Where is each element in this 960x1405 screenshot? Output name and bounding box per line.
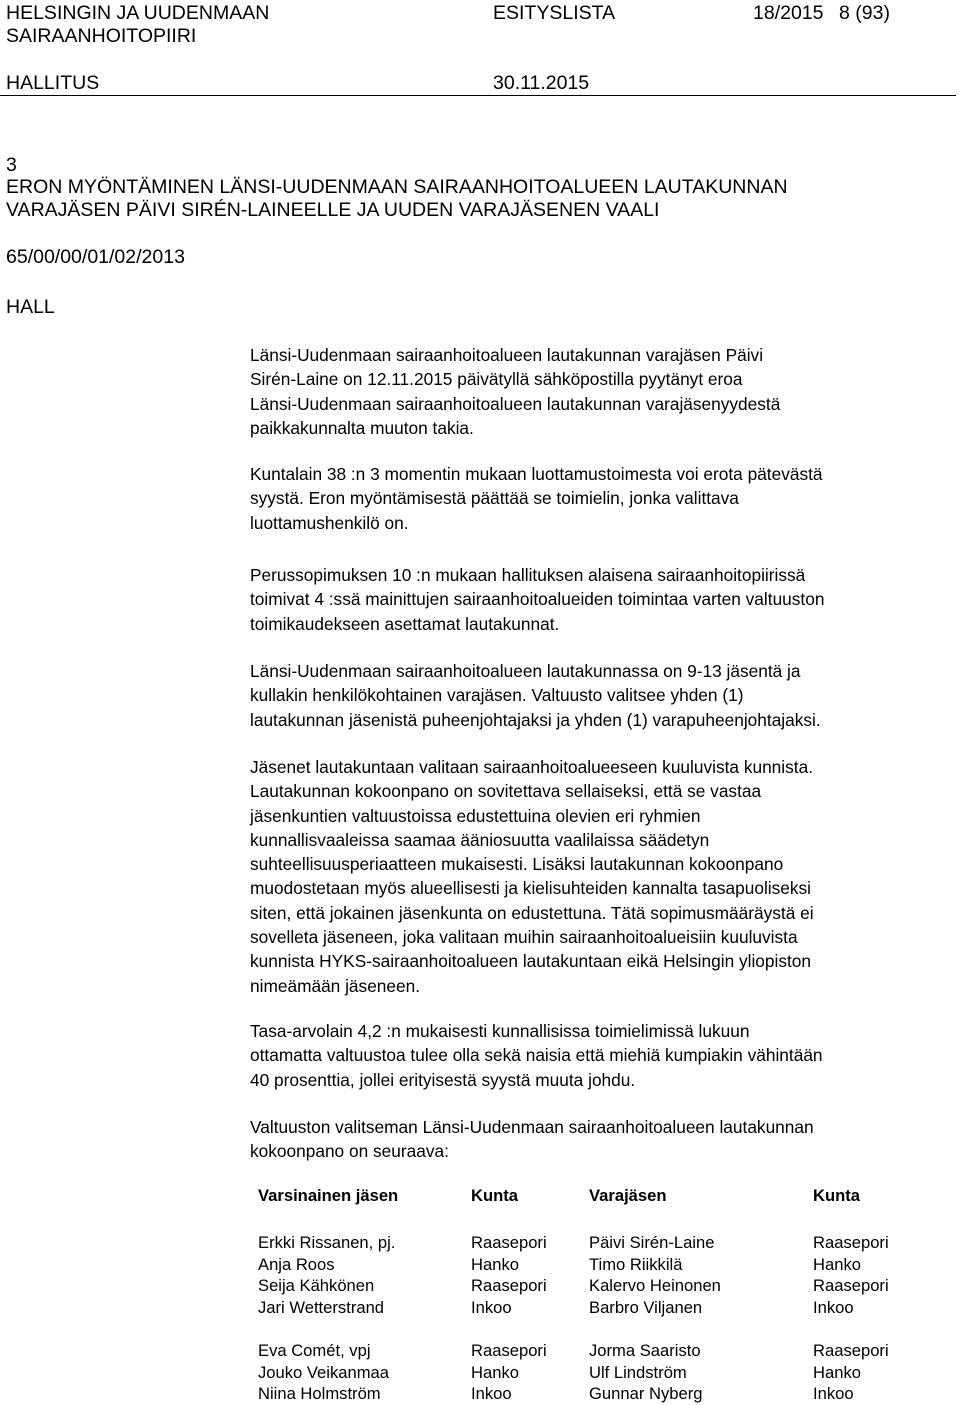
- member-name: Seija Kähkönen: [258, 1276, 375, 1296]
- paragraph-line: toimivat 4 :ssä mainittujen sairaanhoitoalueiden toimintaa varten valtuuston: [250, 589, 825, 610]
- member-municipality: Inkoo: [471, 1384, 512, 1404]
- item-number: 3: [6, 154, 17, 176]
- member-municipality: Raasepori: [471, 1233, 547, 1252]
- paragraph-basic-agreement: [250, 563, 824, 636]
- paragraph-line: nimeämään jäseneen.: [250, 975, 421, 996]
- organization-line-2: SAIRAANHOITOPIIRI: [6, 25, 197, 47]
- member-municipality: Raasepori: [471, 1276, 547, 1296]
- member-municipality: Raasepori: [471, 1340, 547, 1360]
- paragraph-line: lautakunnan jäsenistä puheenjohtajaksi ja yhden (1) varapuheenjohtajaksi.: [250, 709, 821, 730]
- paragraph-line: Valtuuston valitseman Länsi-Uudenmaan sairaanhoitoalueen lautakunnan: [250, 1117, 814, 1137]
- column-header-deputy-municipality: Kunta: [813, 1186, 861, 1205]
- member-name: Erkki Rissanen, pj.: [258, 1233, 396, 1252]
- deputy-name: Gunnar Nyberg: [589, 1384, 703, 1404]
- paragraph-line: Perussopimuksen 10 :n mukaan hallituksen alaisena sairaanhoitopiirissä: [250, 565, 806, 585]
- table-spacer: [258, 1213, 889, 1232]
- member-municipality: Inkoo: [471, 1298, 512, 1318]
- paragraph-line: sovelleta jäseneen, joka valitaan muihin sairaanhoitoalueisiin kuuluvista: [250, 927, 798, 948]
- table-row: [258, 1362, 889, 1384]
- paragraph-line: Länsi-Uudenmaan sairaanhoitoalueen lautakunnan varajäsen Päivi: [250, 345, 764, 365]
- member-name: Anja Roos: [258, 1254, 335, 1274]
- paragraph-line: jäsenkuntien valtuustoissa edustettuina olevien eri ryhmien: [250, 805, 701, 826]
- member-municipality: Hanko: [471, 1362, 519, 1382]
- member-name: Jouko Veikanmaa: [258, 1362, 389, 1382]
- item-title-line: ERON MYÖNTÄMINEN LÄNSI-UUDENMAAN SAIRAANHOITOALUEEN LAUTAKUNNAN: [6, 176, 788, 198]
- table-row: [258, 1297, 889, 1319]
- paragraph-line: siten, että jokainen jäsenkunta on edustettuna. Tätä sopimusmääräystä ei: [250, 902, 814, 923]
- table-row: [258, 1254, 889, 1276]
- paragraph-line: syystä. Eron myöntämisestä päättää se toimielin, jonka valittava: [250, 488, 739, 509]
- member-municipality: Hanko: [471, 1254, 519, 1274]
- document-number: 18/2015: [753, 2, 824, 24]
- paragraph-line: Länsi-Uudenmaan sairaanhoitoalueen lautakunnan varajäsenyydestä: [250, 393, 781, 414]
- item-title: [6, 176, 788, 222]
- organization-name: [6, 2, 269, 48]
- deputy-name: Kalervo Heinonen: [589, 1276, 721, 1296]
- deputy-municipality: Hanko: [813, 1254, 861, 1274]
- deputy-municipality: Raasepori: [813, 1233, 889, 1252]
- deputy-name: Barbro Viljanen: [589, 1298, 703, 1318]
- paragraph-line: kokoonpano on seuraava:: [250, 1141, 449, 1162]
- column-header-deputy: Varajäsen: [589, 1186, 667, 1205]
- table-header-row: [258, 1185, 889, 1213]
- paragraph-equality-act: [250, 1019, 823, 1092]
- paragraph-line: Tasa-arvolain 4,2 :n mukaisesti kunnallisissa toimielimissä lukuun: [250, 1021, 750, 1041]
- deputy-municipality: Inkoo: [813, 1384, 854, 1404]
- paragraph-member-selection: [250, 755, 814, 998]
- column-header-municipality: Kunta: [471, 1186, 519, 1205]
- table-row: [258, 1383, 889, 1405]
- table-spacer: [258, 1319, 889, 1340]
- paragraph-line: toimikaudekseen asettamat lautakunnat.: [250, 613, 560, 634]
- paragraph-line: ottamatta valtuustoa tulee olla sekä naisia että miehiä kumpiakin vähintään: [250, 1045, 823, 1066]
- deputy-municipality: Raasepori: [813, 1340, 889, 1360]
- paragraph-line: Lautakunnan kokoonpano on sovitettava sellaiseksi, että se vastaa: [250, 781, 762, 802]
- table-row: [258, 1275, 889, 1297]
- member-name: Eva Comét, vpj: [258, 1340, 371, 1360]
- table-row: [258, 1232, 889, 1254]
- paragraph-municipal-act: [250, 462, 823, 535]
- member-name: Jari Wetterstrand: [258, 1298, 385, 1318]
- paragraph-line: kullakin henkilökohtainen varajäsen. Valtuusto valitsee yhden (1): [250, 685, 744, 706]
- page-number: 8 (93): [839, 2, 890, 24]
- item-title-line: VARAJÄSEN PÄIVI SIRÉN-LAINEELLE JA UUDEN VARAJÄSENEN VAALI: [6, 199, 660, 221]
- paragraph-line: suhteellisuusperiaatteen mukaisesti. Lisäksi lautakunnan kokoonpano: [250, 854, 784, 875]
- deputy-name: Päivi Sirén-Laine: [589, 1233, 715, 1252]
- deputy-municipality: Inkoo: [813, 1298, 854, 1318]
- paragraph-line: kunnista HYKS-sairaanhoitoalueen lautakuntaan eikä Helsingin yliopiston: [250, 951, 812, 972]
- paragraph-line: Sirén-Laine on 12.11.2015 päivätyllä sähköpostilla pyytänyt eroa: [250, 369, 743, 390]
- document-type: ESITYSLISTA: [493, 2, 616, 24]
- deputy-municipality: Hanko: [813, 1362, 861, 1382]
- diary-number: 65/00/00/01/02/2013: [6, 246, 185, 268]
- meeting-body: HALLITUS: [6, 72, 100, 94]
- organization-line-1: HELSINGIN JA UUDENMAAN: [6, 2, 270, 24]
- paragraph-line: muodostetaan myös alueellisesti ja kielisuhteiden kannalta tasapuoliseksi: [250, 878, 812, 899]
- paragraph-line: luottamushenkilö on.: [250, 512, 409, 533]
- deputy-name: Ulf Lindström: [589, 1362, 687, 1382]
- paragraph-line: 40 prosenttia, jollei erityisestä syystä muuta johdu.: [250, 1069, 636, 1090]
- preparer-code: HALL: [6, 296, 55, 318]
- deputy-name: Jorma Saaristo: [589, 1340, 701, 1360]
- paragraph-current-composition: [250, 1115, 814, 1164]
- members-table: [258, 1185, 889, 1405]
- member-name: Niina Holmström: [258, 1384, 381, 1404]
- column-header-member: Varsinainen jäsen: [258, 1186, 399, 1205]
- deputy-name: Timo Riikkilä: [589, 1254, 683, 1274]
- paragraph-line: kunnallisvaaleissa saamaa ääniosuutta vaalilaissa säädetyn: [250, 829, 710, 850]
- paragraph-line: Kuntalain 38 :n 3 momentin mukaan luottamustoimesta voi erota pätevästä: [250, 464, 823, 484]
- paragraph-resignation: [250, 343, 780, 440]
- paragraph-line: paikkakunnalta muuton takia.: [250, 417, 474, 438]
- header-divider: [0, 95, 956, 96]
- paragraph-line: Jäsenet lautakuntaan valitaan sairaanhoitoalueeseen kuuluvista kunnista.: [250, 757, 813, 777]
- table-row: [258, 1340, 889, 1362]
- paragraph-line: Länsi-Uudenmaan sairaanhoitoalueen lautakunnassa on 9-13 jäsentä ja: [250, 661, 801, 681]
- paragraph-board-composition: [250, 659, 821, 732]
- deputy-municipality: Raasepori: [813, 1276, 889, 1296]
- meeting-date: 30.11.2015: [493, 72, 590, 94]
